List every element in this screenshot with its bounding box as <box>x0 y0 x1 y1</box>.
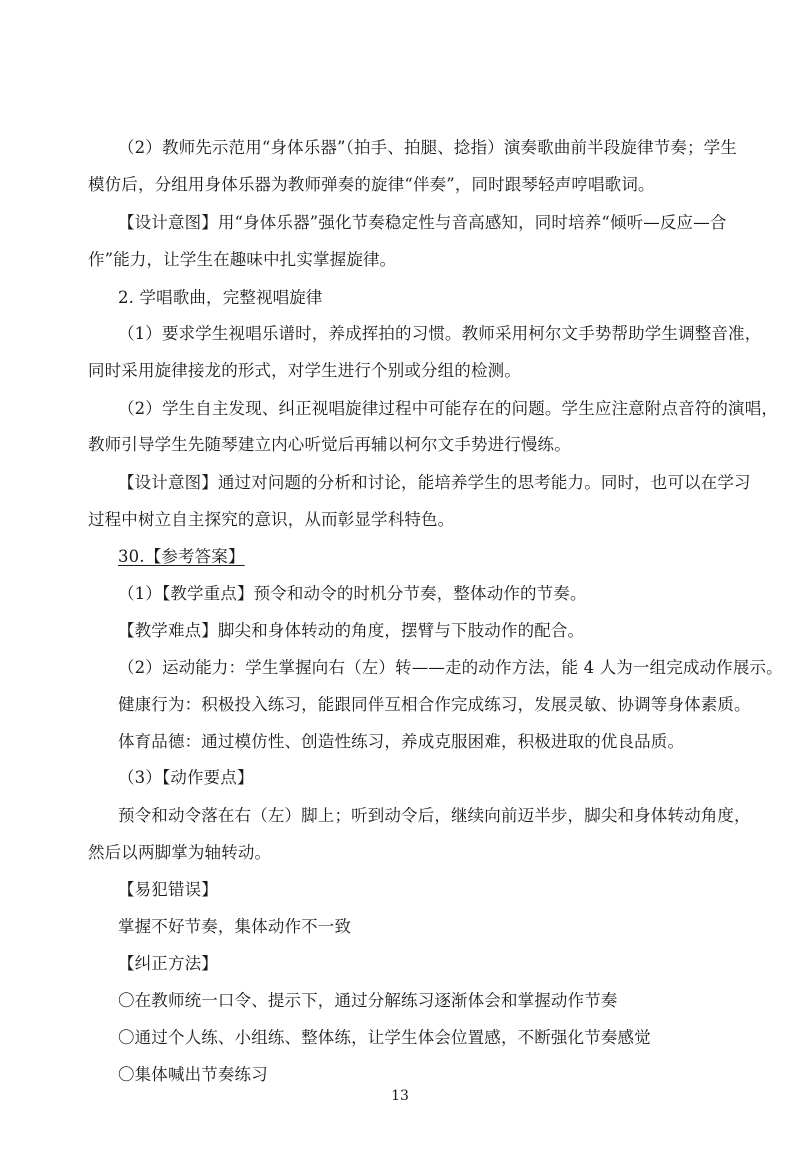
design-intent-line: 过程中树立自主探究的意识，从而彰显学科特色。 <box>88 510 455 529</box>
paragraph-line: 同时采用旋律接龙的形式，对学生进行个别或分组的检测。 <box>88 361 521 380</box>
correction-heading: 【纠正方法】 <box>118 954 218 973</box>
teaching-difficulty: 【教学难点】脚尖和身体转动的角度，摆臂与下肢动作的配合。 <box>118 621 585 640</box>
design-intent-line: 作”能力，让学生在趣味中扎实掌握旋律。 <box>88 250 397 269</box>
common-errors-heading: 【易犯错误】 <box>118 880 218 899</box>
paragraph-line: （2）教师先示范用“身体乐器”（拍手、拍腿、捻指）演奏歌曲前半段旋律节奏；学生 <box>118 138 737 157</box>
common-errors-text: 掌握不好节奏，集体动作不一致 <box>118 917 352 936</box>
design-intent-line: 【设计意图】通过对问题的分析和讨论，能培养学生的思考能力。同时，也可以在学习 <box>118 473 751 492</box>
design-intent-line: 【设计意图】用“身体乐器”强化节奏稳定性与音高感知，同时培养“倾听—反应—合 <box>118 213 727 232</box>
correction-item: 〇通过个人练、小组练、整体练，让学生体会位置感，不断强化节奏感觉 <box>118 1028 651 1047</box>
paragraph-line: 模仿后，分组用身体乐器为教师弹奏的旋律“伴奏”，同时跟琴轻声哼唱歌词。 <box>88 175 655 194</box>
answer-heading: 30.【参考答案】 <box>118 547 245 566</box>
correction-item: 〇集体喊出节奏练习 <box>118 1065 268 1084</box>
paragraph-line: 然后以两脚掌为轴转动。 <box>88 843 272 862</box>
paragraph-line: （2）学生自主发现、纠正视唱旋律过程中可能存在的问题。学生应注意附点音符的演唱， <box>118 399 778 418</box>
page-number: 13 <box>391 1088 409 1104</box>
goal-motor-ability: （2）运动能力：学生掌握向右（左）转——走的动作方法，能 4 人为一组完成动作展示。 <box>118 658 783 677</box>
goal-sports-ethics: 体育品德：通过模仿性、创造性练习，养成克服困难，积极进取的优良品质。 <box>118 732 685 751</box>
correction-item: 〇在教师统一口令、提示下，通过分解练习逐渐体会和掌握动作节奏 <box>118 991 618 1010</box>
paragraph-line: （1）要求学生视唱乐谱时，养成挥拍的习惯。教师采用柯尔文手势帮助学生调整音准， <box>118 324 762 343</box>
goal-health-behavior: 健康行为：积极投入练习，能跟同伴互相合作完成练习，发展灵敏、协调等身体素质。 <box>118 695 751 714</box>
paragraph-line: 教师引导学生先随琴建立内心听觉后再辅以柯尔文手势进行慢练。 <box>88 435 571 454</box>
paragraph-line: 预令和动令落在右（左）脚上；听到动令后，继续向前迈半步，脚尖和身体转动角度， <box>118 806 751 825</box>
action-points-heading: （3）【动作要点】 <box>118 768 254 787</box>
teaching-key-point: （1）【教学重点】预令和动令的时机分节奏，整体动作的节奏。 <box>118 584 587 603</box>
step-heading: 2. 学唱歌曲，完整视唱旋律 <box>118 288 323 307</box>
